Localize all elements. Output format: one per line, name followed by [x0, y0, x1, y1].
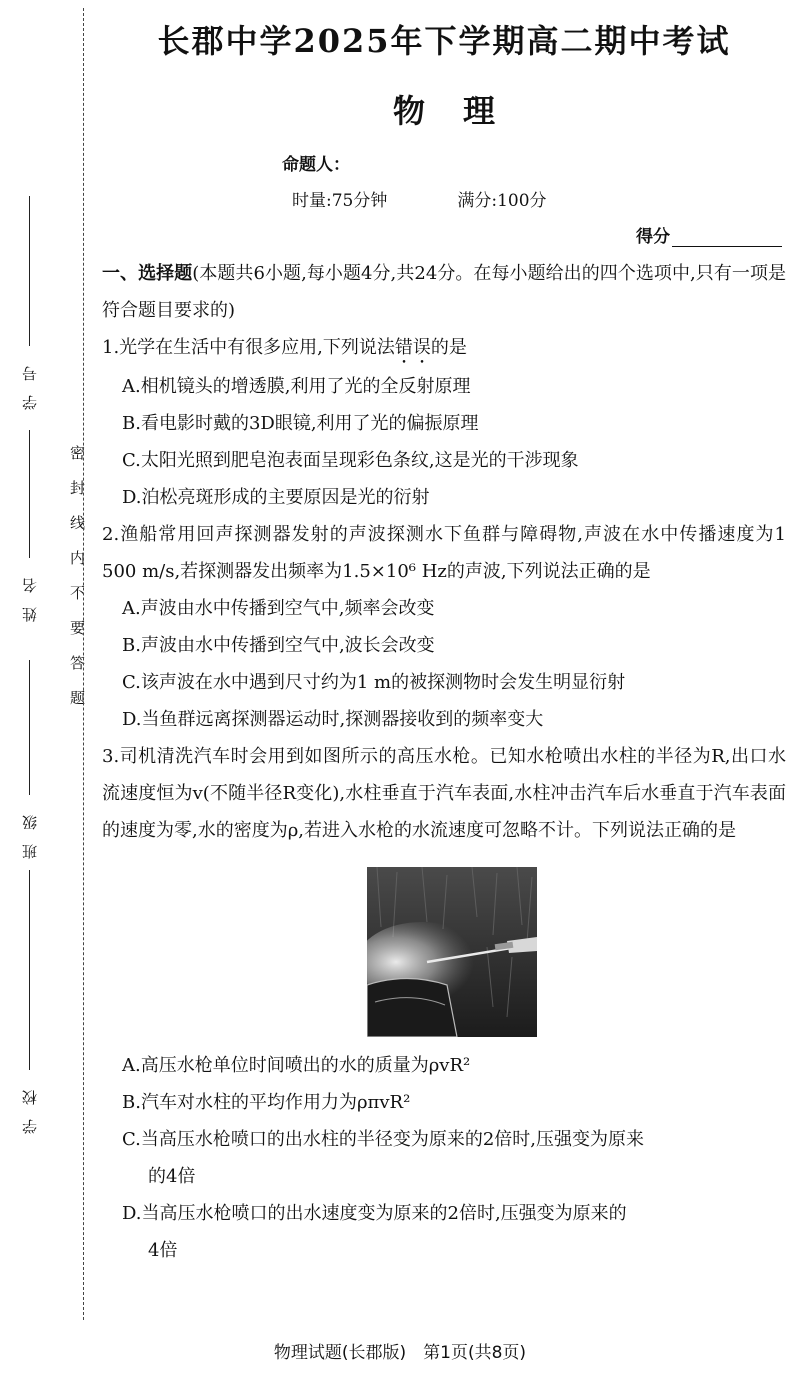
q2-option-b: B.声波由水中传播到空气中,波长会改变 — [122, 635, 435, 656]
student-number-label: 学号 — [20, 352, 39, 410]
water-gun-illustration — [367, 867, 537, 1037]
subject-title: 物理 — [392, 92, 533, 130]
school-line — [29, 870, 30, 1070]
class-label: 班级 — [20, 801, 39, 859]
q1-option-a: A.相机镜头的增透膜,利用了光的全反射原理 — [122, 376, 471, 397]
full-score: 满分:100分 — [457, 191, 547, 211]
q3-option-d: D.当高压水枪喷口的出水速度变为原来的2倍时,压强变为原来的 — [122, 1203, 627, 1224]
duration: 时量:75分钟 — [292, 191, 388, 211]
score-label: 得分 — [636, 227, 670, 247]
car-hood — [367, 979, 457, 1038]
school-label: 学校 — [20, 1076, 39, 1134]
student-number-field[interactable] — [16, 196, 42, 410]
exam-info — [292, 186, 547, 211]
q3-option-a: A.高压水枪单位时间喷出的水的质量为ρvR² — [122, 1055, 471, 1076]
q2-option-a: A.声波由水中传播到空气中,频率会改变 — [122, 598, 435, 619]
school-field[interactable] — [16, 870, 42, 1134]
question-2-stem: 2.渔船常用回声探测器发射的声波探测水下鱼群与障碍物,声波在水中传播速度为1 500 m/s,若探测器发出频率为1.5×10⁶ Hz的声波,下列说法正确的是 — [102, 524, 786, 582]
seal-dashed-line — [83, 8, 84, 1320]
name-line — [29, 430, 30, 558]
water-gun-photo — [367, 867, 537, 1037]
score-blank[interactable] — [672, 228, 782, 247]
q1-stem-text: 1.光学在生活中有很多应用,下列说法 — [102, 337, 395, 358]
question-3-stem: 3.司机清洗汽车时会用到如图所示的高压水枪。已知水枪喷出水柱的半径为R,出口水流速度恒为v(不随半径R变化),水柱垂直于汽车表面,水柱冲击汽车后水垂直于汽车表面的速度为零,水的密度为ρ,若进入水枪的水流速度可忽略不计。下列说法正确的是 — [102, 746, 786, 841]
question-body — [102, 255, 786, 1269]
q3-option-c: C.当高压水枪喷口的出水柱的半径变为原来的2倍时,压强变为原来 — [122, 1129, 645, 1150]
score-box[interactable] — [636, 222, 782, 247]
q3-option-d-continued: 4倍 — [148, 1240, 178, 1261]
name-label: 姓名 — [20, 564, 39, 622]
q3-option-c-continued: 的4倍 — [148, 1166, 196, 1187]
page-footer: 物理试题(长郡版) 第1页(共8页) — [273, 1343, 527, 1363]
q1-option-d: D.泊松亮斑形成的主要原因是光的衍射 — [122, 487, 430, 508]
class-field[interactable] — [16, 660, 42, 859]
section-heading — [102, 255, 786, 329]
section-note: (本题共6小题,每小题4分,共24分。在每小题给出的四个选项中,只有一项是符合题目要求的) — [102, 263, 786, 321]
q1-option-b: B.看电影时戴的3D眼镜,利用了光的偏振原理 — [122, 413, 479, 434]
exam-title: 长郡中学2025年下学期高二期中考试 — [157, 22, 731, 60]
seal-notice: 密封线内不要答题 — [68, 445, 86, 725]
q2-option-d: D.当鱼群远离探测器运动时,探测器接收到的频率变大 — [122, 709, 544, 730]
section-title: 一、选择题 — [102, 263, 193, 284]
q1-stem-end: 的是 — [430, 337, 467, 358]
question-setter: 命题人： — [282, 155, 350, 175]
name-field[interactable] — [16, 430, 42, 622]
q1-emphasis: 错误 — [394, 337, 431, 358]
student-number-line — [29, 196, 30, 346]
q3-option-b: B.汽车对水柱的平均作用力为ρπvR² — [122, 1092, 411, 1113]
binding-margin — [0, 0, 86, 1379]
q2-option-c: C.该声波在水中遇到尺寸约为1 m的被探测物时会发生明显衍射 — [122, 672, 626, 693]
class-line — [29, 660, 30, 795]
question-1-stem — [102, 329, 786, 368]
q1-option-c: C.太阳光照到肥皂泡表面呈现彩色条纹,这是光的干涉现象 — [122, 450, 579, 471]
